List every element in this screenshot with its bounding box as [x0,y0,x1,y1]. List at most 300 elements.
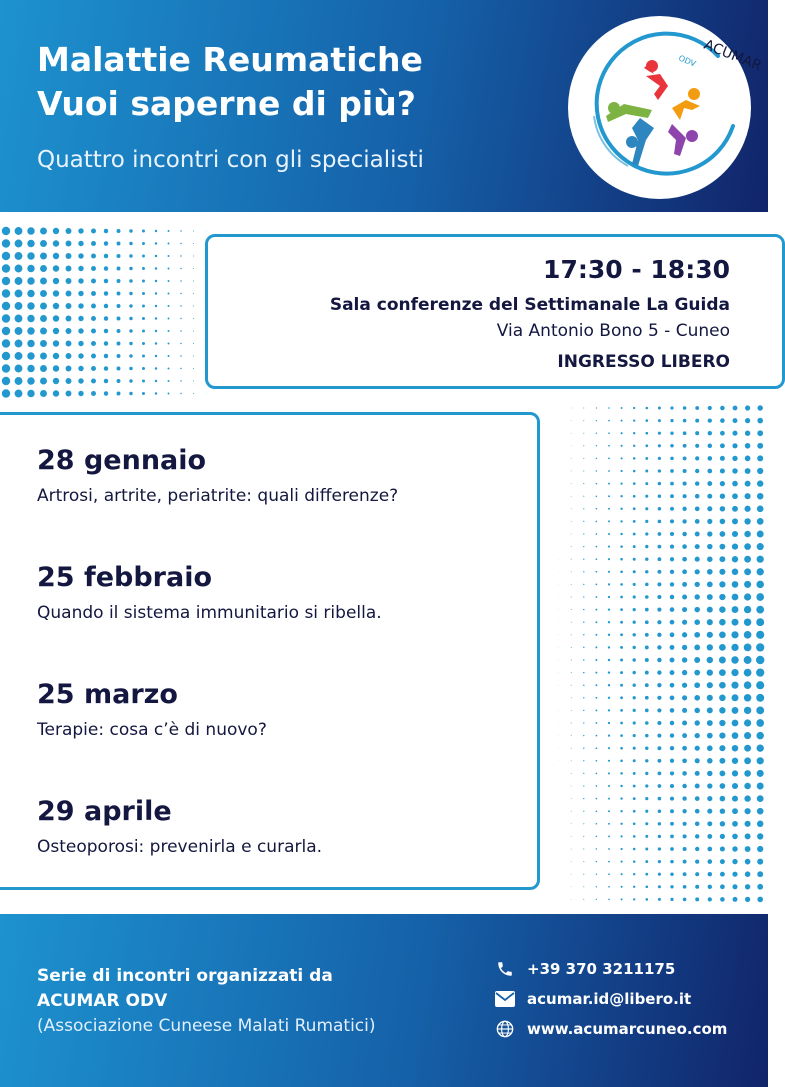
halftone-dot [142,305,145,308]
halftone-dot [633,621,636,624]
halftone-dot [682,695,687,700]
halftone-dot [180,393,181,394]
halftone-dot [66,266,72,272]
halftone-dot [15,277,23,285]
halftone-dot [670,494,674,498]
halftone-dot [731,644,738,651]
halftone-dot [621,470,623,472]
halftone-dot [155,367,157,369]
halftone-dot [707,544,712,549]
halftone-dot [707,481,712,486]
contact-email[interactable] [494,988,691,1010]
halftone-dot [720,456,725,461]
halftone-dot [645,482,648,485]
halftone-dot [720,494,725,499]
halftone-dot [657,595,661,599]
halftone-dot [744,808,750,814]
session-item [37,795,322,858]
halftone-dot [155,305,157,307]
halftone-dot [645,772,648,775]
halftone-dot [129,279,132,282]
halftone-dot [658,784,662,788]
halftone-dot [596,584,598,586]
halftone-dot [719,720,725,726]
halftone-dot [695,557,700,562]
halftone-dot [193,343,194,344]
halftone-dot [206,393,207,394]
halftone-dot [608,470,610,472]
halftone-dot [745,443,751,449]
halftone-dot [15,240,23,248]
halftone-dot [608,810,610,812]
halftone-dot [40,328,47,335]
halftone-dot [732,796,738,802]
halftone-dot [657,557,661,561]
halftone-dot [595,659,597,661]
halftone-dot [670,595,675,600]
halftone-dot [670,632,675,637]
halftone-dot [645,835,648,838]
halftone-dot [645,470,648,473]
halftone-dot [683,469,687,473]
halftone-dot [583,684,584,685]
halftone-dot [571,811,572,812]
halftone-dot [720,821,725,826]
halftone-dot [707,607,713,613]
halftone-dot [732,720,739,727]
halftone-dot [608,684,610,686]
halftone-dot [168,380,170,382]
halftone-dot [571,723,572,724]
halftone-dot [744,656,752,664]
halftone-dot [707,619,713,625]
halftone-dot [596,495,598,497]
halftone-dot [620,520,622,522]
halftone-dot [40,378,47,385]
contact-website[interactable] [494,1018,727,1040]
halftone-dot [695,544,700,549]
halftone-dot [744,719,751,726]
halftone-dot [645,620,649,624]
halftone-dot [719,657,726,664]
halftone-dot [571,685,572,686]
halftone-dot [596,470,597,471]
halftone-dot [670,708,675,713]
halftone-dot [683,822,687,826]
halftone-dot [608,722,610,724]
halftone-dot [571,508,572,509]
halftone-dot [682,683,687,688]
halftone-dot [720,872,725,877]
halftone-dot [608,571,610,573]
halftone-dot [129,254,132,257]
halftone-dot [142,367,145,370]
halftone-dot [608,760,610,762]
halftone-dot [168,243,170,245]
halftone-dot [66,291,72,297]
halftone-dot [695,444,699,448]
halftone-dot [633,709,636,712]
halftone-dot [707,733,713,739]
halftone-dot [78,228,83,233]
halftone-dot [670,469,674,473]
halftone-dot [682,733,687,738]
halftone-dot [571,899,572,900]
halftone-dot [658,482,661,485]
halftone-dot [670,721,675,726]
halftone-dot [583,521,584,522]
halftone-dot [670,419,673,422]
halftone-dot [621,420,623,422]
halftone-dot [682,507,686,511]
halftone-dot [732,732,739,739]
halftone-dot [720,834,725,839]
halftone-dot [670,683,675,688]
halftone-dot [596,773,598,775]
halftone-dot [2,227,10,235]
halftone-dot [720,443,725,448]
halftone-dot [756,719,764,727]
halftone-dot [719,745,725,751]
halftone-dot [757,808,764,815]
halftone-dot [694,708,700,714]
halftone-dot [142,355,145,358]
halftone-dot [91,329,96,334]
halftone-dot [583,496,584,497]
halftone-dot [645,432,648,435]
halftone-dot [571,773,572,774]
halftone-dot [670,507,674,511]
halftone-dot [695,431,699,435]
halftone-dot [608,646,610,648]
halftone-dot [744,631,752,639]
halftone-dot [66,391,72,397]
halftone-dot [571,471,572,472]
halftone-dot [757,455,763,461]
halftone-dot [694,607,700,613]
halftone-dot [129,229,132,232]
halftone-dot [645,583,649,587]
halftone-dot [682,657,687,662]
halftone-dot [608,596,610,598]
halftone-dot [155,280,157,282]
session-topic: Artrosi, artrite, periatrite: quali differenze? [37,486,399,506]
halftone-dot [53,303,59,309]
halftone-dot [633,810,636,813]
halftone-dot [633,583,636,586]
organizer-full-name: (Associazione Cuneese Malati Rumatici) [37,1016,376,1036]
halftone-dot [180,355,181,356]
halftone-dot [744,732,751,739]
halftone-dot [571,597,572,598]
halftone-dot [2,314,10,322]
halftone-dot [168,393,170,395]
halftone-dot [670,784,674,788]
halftone-dot [757,859,763,865]
halftone-dot [78,278,83,283]
event-info-card [205,234,785,389]
halftone-dot [633,860,636,863]
halftone-dot [732,783,738,789]
halftone-dot [657,570,661,574]
halftone-dot [583,559,584,560]
halftone-dot [695,847,699,851]
halftone-dot [571,546,572,547]
halftone-dot [757,468,763,474]
halftone-dot [633,545,636,548]
halftone-dot [670,482,674,486]
halftone-dot [596,533,598,535]
halftone-dot [571,408,572,409]
halftone-dot [732,594,739,601]
halftone-dot [683,406,687,410]
halftone-dot [683,494,687,498]
halftone-dot [732,531,738,537]
halftone-dots-right [540,402,768,902]
halftone-dot [27,315,34,322]
halftone-dot [733,897,738,902]
halftone-dot [53,315,59,321]
halftone-dot [645,507,648,510]
halftone-dot [633,684,636,687]
halftone-dot [596,458,597,459]
halftone-dot [633,507,636,510]
halftone-dot [608,608,610,610]
halftone-dot [608,848,610,850]
halftone-dot [695,469,699,473]
halftone-dot [620,482,622,484]
halftone-dot [683,872,687,876]
halftone-dot [571,849,572,850]
halftone-dot [2,339,10,347]
halftone-dot [658,898,661,901]
halftone-dot [695,506,700,511]
halftone-dot [657,721,661,725]
halftone-dot [596,521,598,523]
halftone-dot [708,897,712,901]
halftone-dot [732,493,738,499]
halftone-dot [732,707,739,714]
halftone-dot [720,846,725,851]
halftone-dot [720,783,726,789]
halftone-dot [193,281,194,282]
halftone-dot [40,303,47,310]
halftone-dot [658,847,661,850]
halftone-dot [732,543,738,549]
halftone-dot [695,481,699,485]
halftone-dot [620,671,623,674]
halftone-dot [571,861,572,862]
halftone-dot [53,340,59,346]
halftone-dot [608,508,610,510]
halftone-dot [608,659,610,661]
halftone-dot [633,835,636,838]
halftone-dot [608,873,610,875]
acumar-logo [568,16,764,199]
event-address: Via Antonio Bono 5 - Cuneo [496,321,730,341]
halftone-dot [719,619,726,626]
halftone-dot [15,227,23,235]
halftone-dot [66,353,72,359]
halftone-dot [695,859,699,863]
halftone-dot [608,899,610,901]
halftone-dot [193,368,194,369]
event-time: 17:30 - 18:30 [543,255,730,284]
halftone-dot [695,758,700,763]
halftone-dot [15,377,23,385]
halftone-dot [695,822,700,827]
halftone-dot [732,770,738,776]
halftone-dot [682,632,687,637]
halftone-dot [66,253,72,259]
halftone-dot [583,748,584,749]
halftone-dot [731,631,738,638]
halftone-dot [745,405,750,410]
halftone-dot [658,772,662,776]
halftone-dot [745,846,751,852]
halftone-dot [720,531,726,537]
halftone-dot [670,898,673,901]
halftone-dot [596,420,597,421]
halftone-dot [682,670,687,675]
organized-by-label: Serie di incontri organizzati da [37,966,333,986]
halftone-dot [583,899,584,900]
halftone-dot [129,329,132,332]
halftone-dot [180,318,181,319]
halftone-dot [757,505,764,512]
halftone-dot [707,859,712,864]
halftone-dot [620,797,622,799]
halftone-dot [180,280,181,281]
website-url: www.acumarcuneo.com [527,1020,728,1038]
halftone-dot [657,746,661,750]
halftone-dot [583,672,584,673]
halftone-dot [27,290,34,297]
halftone-dot [53,228,59,234]
mail-icon [494,988,516,1010]
halftone-dot [620,495,622,497]
halftone-dot [621,432,623,434]
halftone-dot [117,254,121,258]
halftone-dot [155,392,157,394]
halftone-dot [744,581,751,588]
halftone-dot [620,646,623,649]
halftone-dot [104,254,108,258]
halftone-dot [695,406,699,410]
halftone-dot [621,445,623,447]
halftone-dot [620,558,623,561]
halftone-dot [583,408,584,409]
halftone-dot [104,229,108,233]
halftone-dot [745,859,751,865]
halftone-dot [583,420,584,421]
halftone-dot [719,669,726,676]
halftone-dot [745,871,751,877]
halftone-dot [78,253,83,258]
halftone-dot [633,797,636,800]
halftone-dot [608,697,610,699]
halftone-dot [657,658,661,662]
halftone-dot [695,494,700,499]
halftone-dot [155,242,157,244]
halftone-dot [66,366,72,372]
halftone-dot [91,266,96,271]
halftone-dot [180,255,181,256]
halftone-dot [695,582,700,587]
halftone-dot [658,494,661,497]
halftone-dot [745,897,750,902]
halftone-dot [129,304,132,307]
halftone-dot [53,240,59,246]
halftone-dot [757,770,764,777]
halftone-dot [645,671,649,675]
halftone-dot [744,606,751,613]
halftone-dot [91,316,96,321]
halftone-dot [707,707,713,713]
halftone-dot [645,721,649,725]
halftone-dot [168,280,170,282]
halftone-dot [670,545,674,549]
halftone-dot [658,885,661,888]
halftone-dot [78,241,83,246]
halftone-dot [117,304,121,308]
halftone-dot [682,582,687,587]
halftone-dots-left [0,225,200,395]
halftone-dot [670,885,673,888]
halftone-dot [596,735,598,737]
halftone-dot [608,861,610,863]
halftone-dot [583,584,584,585]
halftone-dot [645,696,649,700]
halftone-dot [193,268,194,269]
halftone-dot [583,823,584,824]
halftone-dot [193,231,194,232]
halftone-dot [142,292,145,295]
halftone-dot [633,785,636,788]
halftone-dot [129,379,132,382]
halftone-dot [732,808,738,814]
logo-tag: ODV [677,53,698,69]
halftone-dot [571,458,572,459]
halftone-dot [2,389,10,397]
halftone-dot [633,570,636,573]
halftone-dot [670,532,674,536]
halftone-dot [595,672,597,674]
session-date: 25 marzo [37,679,178,710]
halftone-dot [53,378,59,384]
halftone-dot [104,329,108,333]
halftone-dot [595,634,597,636]
halftone-dot [657,582,661,586]
halftone-dot [756,631,764,639]
halftone-dot [104,379,108,383]
halftone-dot [620,709,623,712]
halftone-dot [91,379,96,384]
halftone-dot [719,606,725,612]
halftone-dot [745,418,750,423]
halftone-dot [658,835,661,838]
halftone-dot [707,783,712,788]
halftone-dot [732,834,738,840]
halftone-dot [708,872,713,877]
halftone-dot [695,872,699,876]
contact-phone[interactable] [494,958,675,980]
halftone-dot [732,872,737,877]
title-line-2: Vuoi saperne di più? [37,84,416,123]
halftone-dot [732,456,737,461]
halftone-dot [707,669,713,675]
halftone-dot [104,341,108,345]
